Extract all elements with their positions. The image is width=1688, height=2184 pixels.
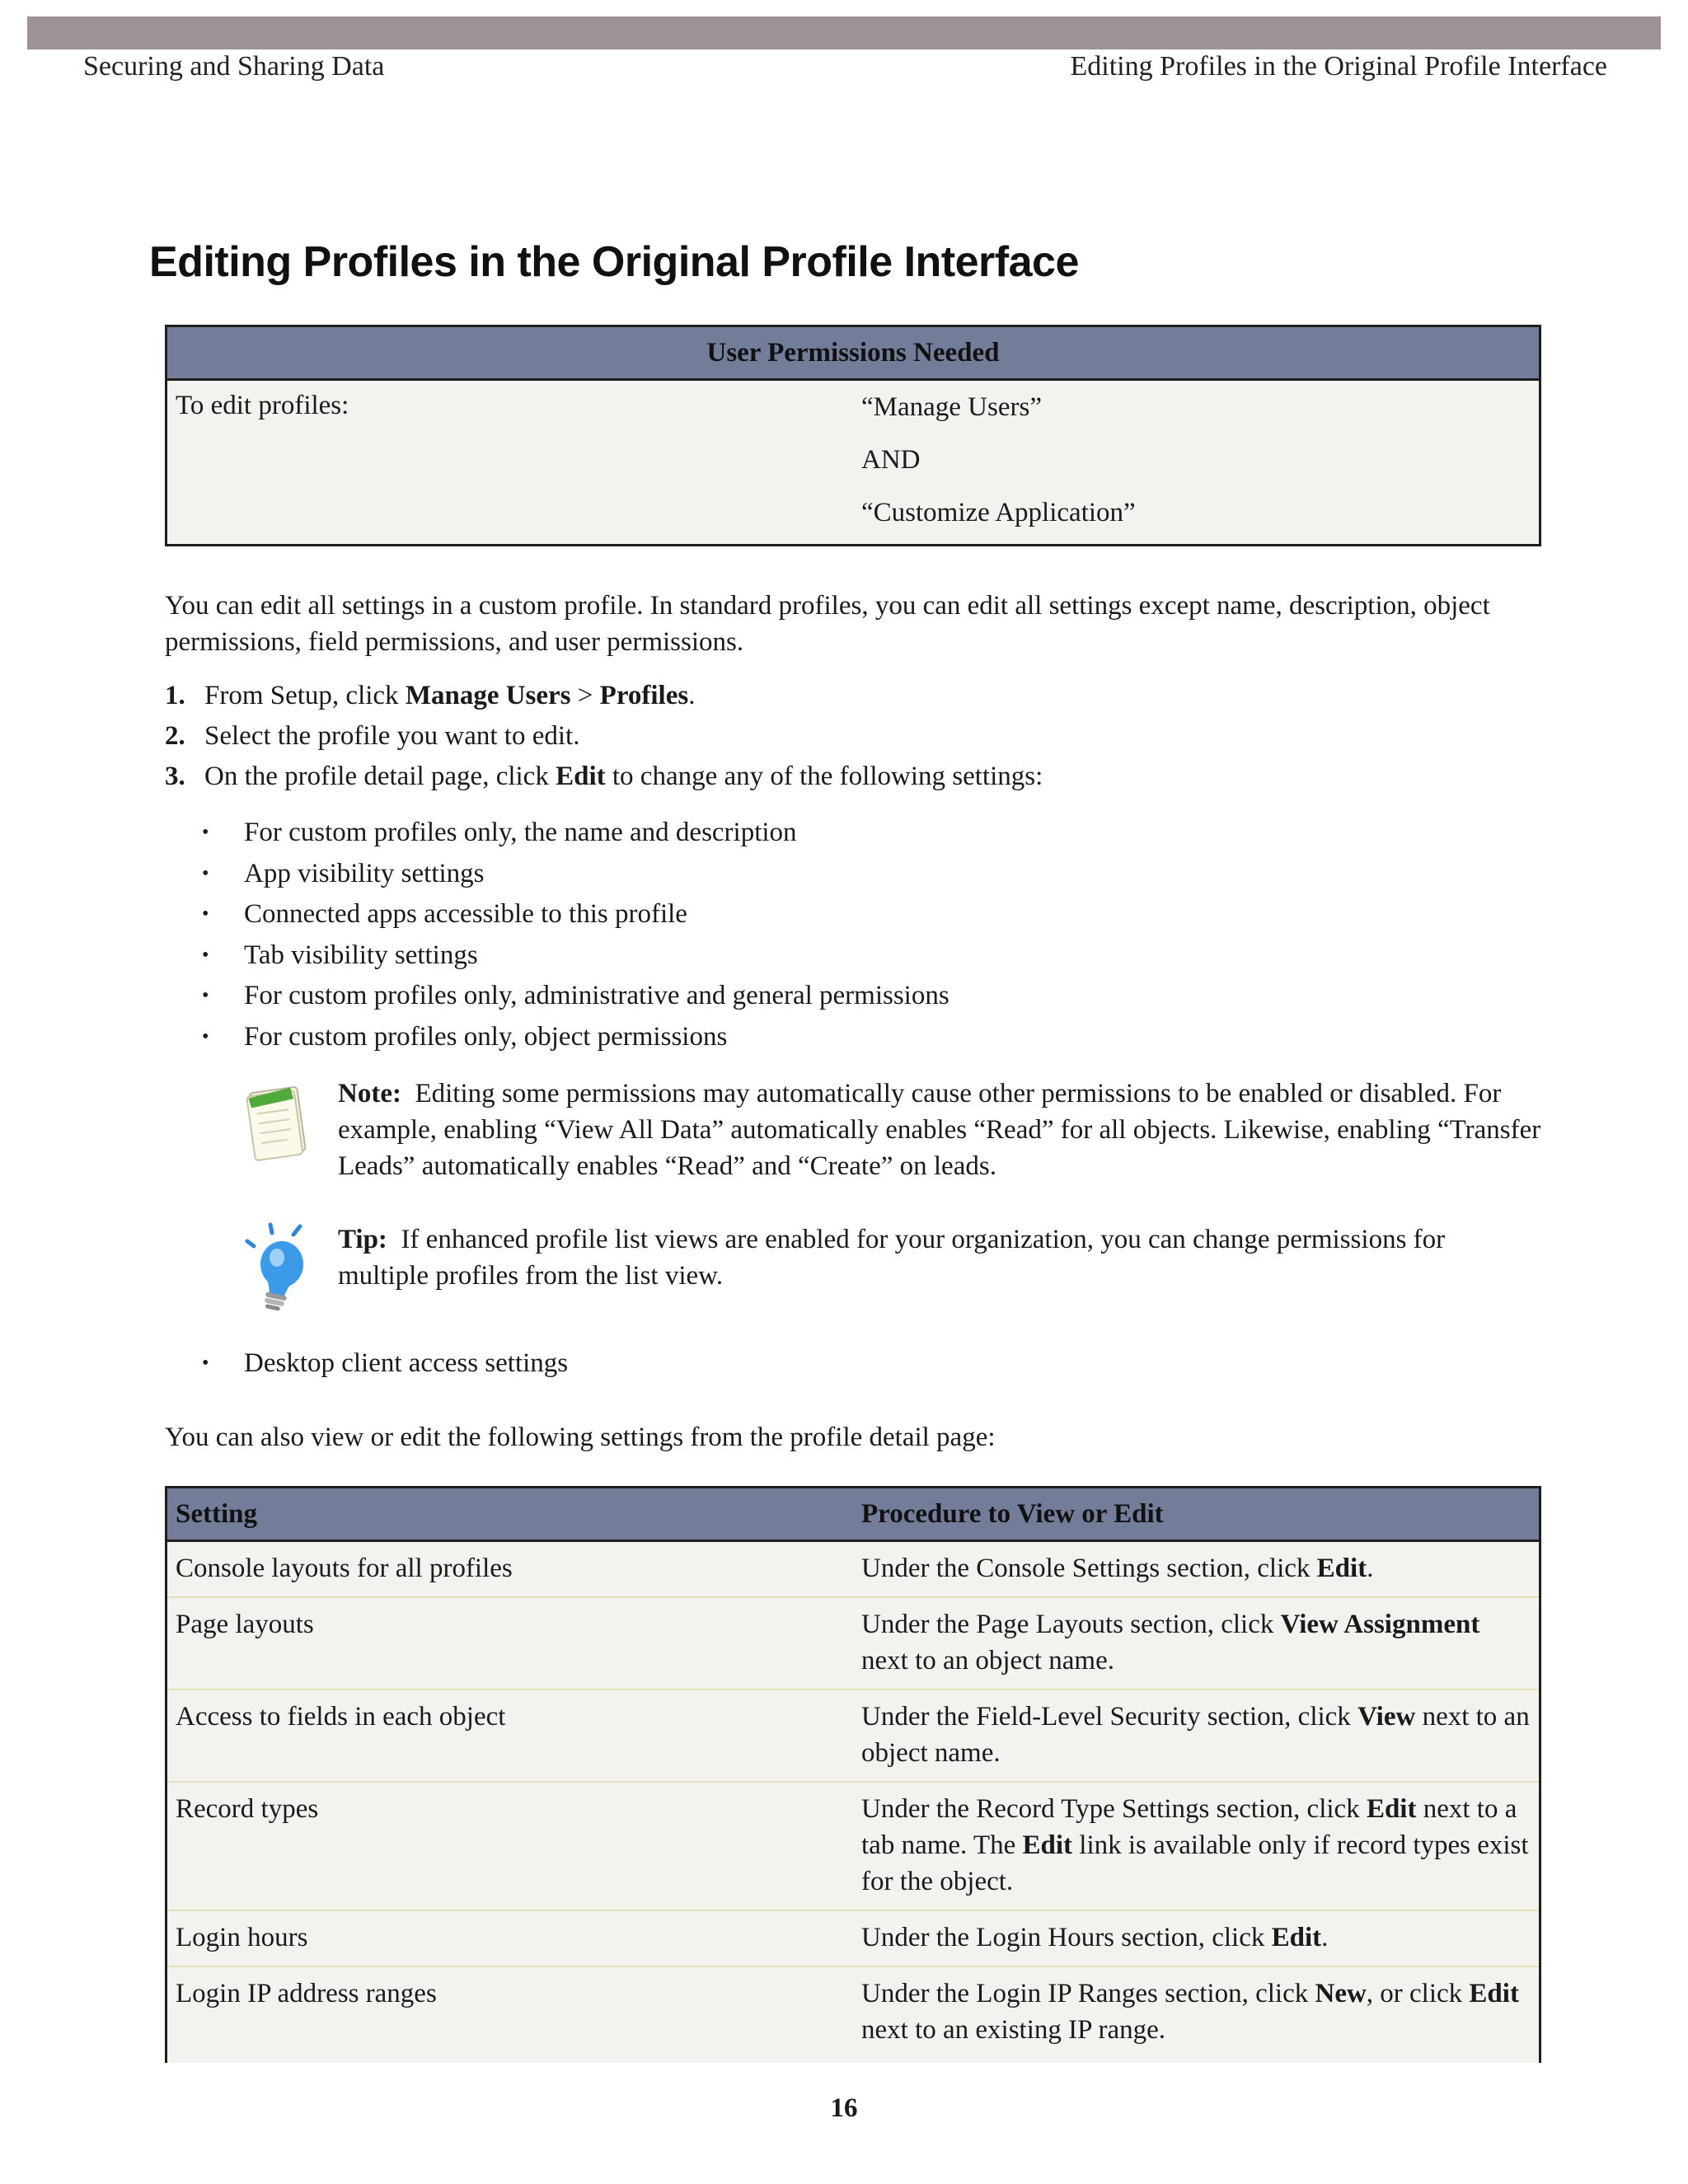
also-paragraph: You can also view or edit the following settings from the profile detail page: — [165, 1422, 996, 1452]
step-text: to change any of the following settings: — [605, 762, 1043, 791]
page-number: 16 — [830, 2093, 858, 2123]
step-item — [165, 677, 1043, 718]
steps-list — [165, 677, 1043, 799]
setting-cell: Access to fields in each object — [166, 1690, 854, 1782]
list-item: • Connected apps accessible to this profile — [202, 899, 687, 929]
note-callout — [338, 1076, 1541, 1184]
table-row — [166, 1541, 1540, 1598]
step-text: Select the profile you want to edit. — [204, 721, 580, 751]
step-text: . — [688, 681, 696, 710]
step-number: 1. — [165, 681, 185, 710]
tip-callout — [338, 1221, 1541, 1294]
procedure-cell: Under the Page Layouts section, click View Assignment next to an object name. — [853, 1597, 1540, 1690]
permissions-table — [165, 325, 1541, 546]
step-number: 2. — [165, 721, 185, 751]
table-row — [166, 1597, 1540, 1690]
permission-value: “Customize Application” — [861, 498, 1136, 527]
permissions-values — [853, 380, 1540, 546]
permission-value: “Manage Users” — [861, 392, 1042, 422]
setting-cell: Login IP address ranges — [166, 1966, 854, 2063]
procedure-cell: Under the Login Hours section, click Edit. — [853, 1910, 1540, 1966]
step-item — [165, 718, 1043, 758]
tip-label: Tip: — [338, 1225, 387, 1254]
table-header-setting: Setting — [166, 1488, 854, 1541]
procedure-cell: Under the Record Type Settings section, click Edit next to a tab name. The Edit link is available only if record types exist for the object. — [853, 1782, 1540, 1910]
table-row — [166, 1910, 1540, 1966]
tip-text: If enhanced profile list views are enabled for your organization, you can change permissions for multiple profiles from the list view. — [338, 1225, 1446, 1291]
settings-table — [165, 1486, 1541, 2063]
list-item: • For custom profiles only, administrative and general permissions — [202, 981, 950, 1010]
note-text: Editing some permissions may automatically cause other permissions to be enabled or disabled. For example, enabling “View All Data” automatically enables “Read” for all objects. Likewise, enabling “Transfer Leads” automatically enables “Read” and “Create” on leads. — [338, 1079, 1541, 1181]
lightbulb-icon — [242, 1221, 316, 1312]
setting-cell: Console layouts for all profiles — [166, 1541, 854, 1598]
step-text: From Setup, click — [204, 681, 406, 710]
list-item: • App visibility settings — [202, 858, 485, 888]
table-header-procedure: Procedure to View or Edit — [853, 1488, 1540, 1541]
page-title: Editing Profiles in the Original Profile Interface — [149, 238, 1079, 286]
settings-bullet-list-continued — [202, 1345, 568, 1386]
setting-cell: Record types — [166, 1782, 854, 1910]
running-header-right: Editing Profiles in the Original Profile Interface — [1070, 51, 1607, 82]
table-row — [166, 1690, 1540, 1782]
running-header-left: Securing and Sharing Data — [83, 51, 385, 82]
table-row — [166, 1782, 1540, 1910]
permissions-label: To edit profiles: — [166, 380, 854, 546]
step-ui-term: Manage Users — [405, 681, 571, 710]
note-label: Note: — [338, 1079, 401, 1108]
step-text: On the profile detail page, click — [204, 762, 556, 791]
step-number: 3. — [165, 762, 185, 791]
list-item: • Tab visibility settings — [202, 940, 478, 970]
step-ui-term: Edit — [556, 762, 606, 791]
permission-value: AND — [861, 445, 921, 475]
procedure-cell: Under the Field-Level Security section, click View next to an object name. — [853, 1690, 1540, 1782]
settings-bullet-list — [202, 814, 950, 1059]
procedure-cell: Under the Login IP Ranges section, click New, or click Edit next to an existing IP range. — [853, 1966, 1540, 2063]
list-item: • For custom profiles only, object permissions — [202, 1021, 728, 1052]
table-row — [166, 1966, 1540, 2063]
list-item: • Desktop client access settings — [202, 1348, 569, 1378]
note-icon — [244, 1078, 313, 1169]
step-ui-term: Profiles — [599, 681, 689, 710]
setting-cell: Login hours — [166, 1910, 854, 1966]
intro-paragraph: You can edit all settings in a custom profile. In standard profiles, you can edit all settings except name, description, object permissions, field permissions, and user permissions. — [165, 591, 1490, 657]
setting-cell: Page layouts — [166, 1597, 854, 1690]
header-bar — [27, 16, 1661, 49]
step-item — [165, 758, 1043, 799]
permissions-table-header: User Permissions Needed — [166, 326, 1540, 380]
step-text: > — [570, 681, 600, 710]
procedure-cell: Under the Console Settings section, click Edit. — [853, 1541, 1540, 1598]
list-item: • For custom profiles only, the name and description — [202, 818, 797, 847]
